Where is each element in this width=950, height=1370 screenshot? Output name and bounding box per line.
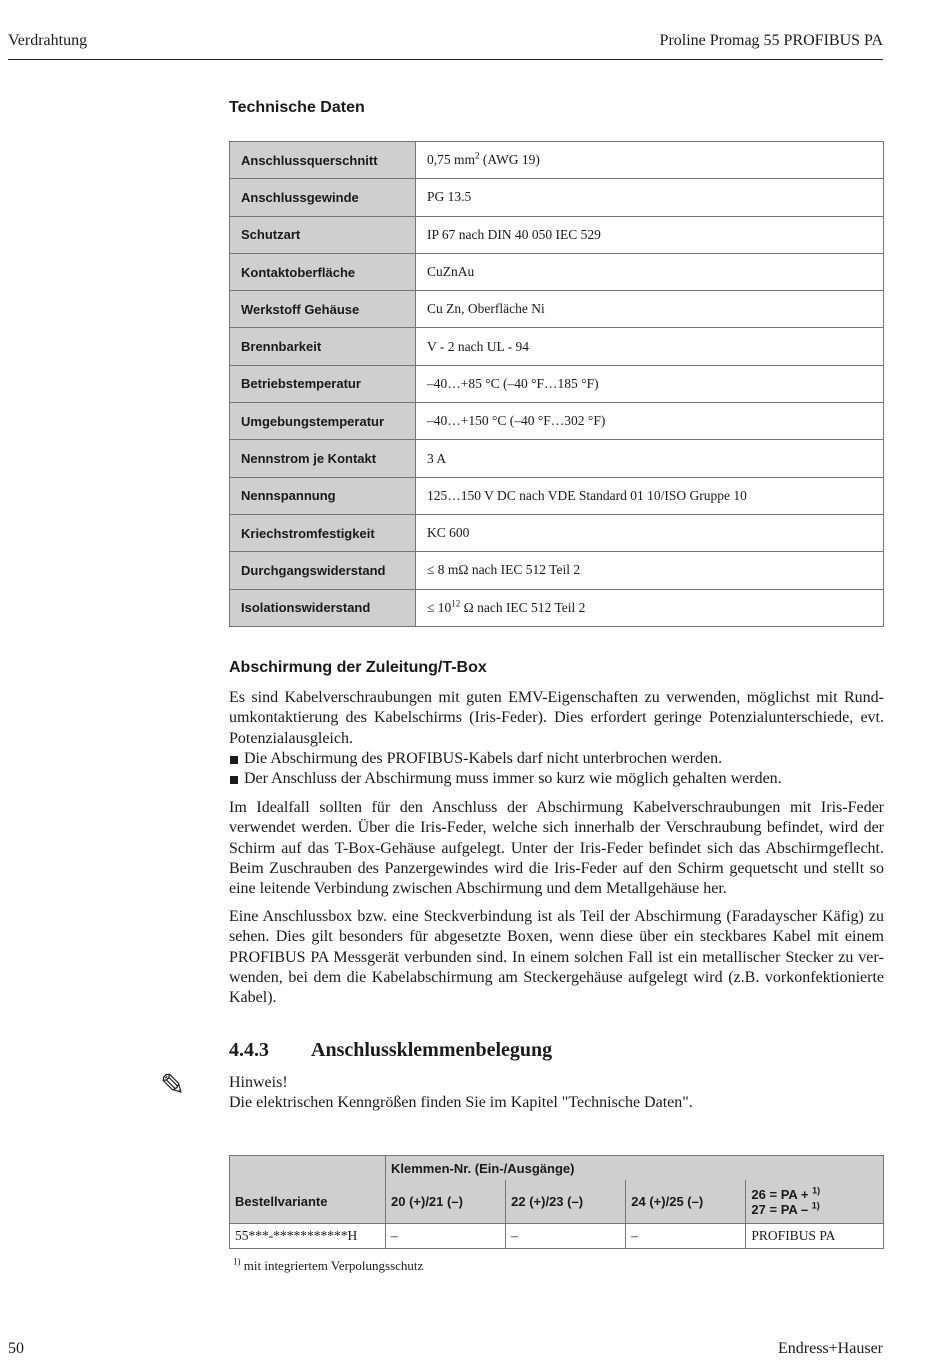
value-text: CuZnAu <box>427 264 475 280</box>
tech-data-heading: Technische Daten <box>229 99 365 116</box>
table-cell: PROFIBUS PA <box>746 1224 884 1249</box>
value-text: IP 67 nach DIN 40 050 IEC 529 <box>427 226 601 242</box>
note-text: Die elektrischen Kenngrößen finden Sie im Kapitel "Technische Daten". <box>229 1094 693 1111</box>
bullet-square-icon <box>230 776 238 784</box>
table-cell-label: Anschlussgewinde <box>230 179 416 216</box>
table-cell-value <box>416 477 884 514</box>
value-text: 0,75 mm <box>427 152 476 168</box>
running-header-section: Verdrahtung <box>8 32 88 49</box>
value-text: ≤ 8 mΩ nach IEC 512 Teil 2 <box>427 562 581 578</box>
table-cell-label: Werkstoff Gehäuse <box>230 291 416 328</box>
value-superscript: 2 <box>475 150 480 161</box>
pencil-icon: ✎ <box>160 1068 186 1103</box>
value-text: ≤ 10 <box>427 599 452 615</box>
table-row <box>230 552 884 589</box>
terminal-assignment-table <box>229 1155 884 1249</box>
value-text-suffix: Ω nach IEC 512 Teil 2 <box>460 599 586 615</box>
table-cell-value <box>416 589 884 626</box>
table-cell-value <box>416 440 884 477</box>
pa-minus-text: 27 = PA – <box>751 1201 809 1217</box>
table-cell-value <box>416 216 884 253</box>
table-column-header: 20 (+)/21 (–) <box>386 1180 506 1224</box>
section-number: 4.4.3 <box>229 1039 269 1061</box>
table-cell-value <box>416 179 884 216</box>
table-row <box>230 365 884 402</box>
table-column-header: 24 (+)/25 (–) <box>626 1180 746 1224</box>
tech-data-table <box>229 141 884 627</box>
table-cell: – <box>386 1224 506 1249</box>
table-cell-value <box>416 291 884 328</box>
table-row <box>230 253 884 290</box>
footer-brand: Endress+Hauser <box>778 1340 883 1357</box>
value-text: KC 600 <box>427 525 470 541</box>
footnote-mark: 1) <box>233 1256 241 1267</box>
table-footnote <box>233 1258 423 1274</box>
table-row <box>230 179 884 216</box>
shielding-paragraph-3: Eine Anschlussbox bzw. eine Steckverbindung ist als Teil der Abschirmung (Faradayscher Käfig) zu sehen. Dies gilt besonders für abgesetzte Boxen, wenn diese über ein steckbares Kabel mit einem PROFIBUS PA Messgerät verbunden sind. In einem solchen Fall ist ein metallischer Stecker zu verwenden, bei dem die Kabelabschirmung am Steckergehäuse aufgelegt wird (z.B. vorkonfektionierte Kabel). <box>229 908 884 1007</box>
value-text: 3 A <box>427 450 447 466</box>
shielding-intro-paragraph: Es sind Kabelverschraubungen mit guten EMV-Eigenschaften zu verwenden, möglichst mit Rundumkontaktierung des Kabelschirms (Iris-Feder). Dies erfordert geringe Potenzialunterschiede, evt. Potenzialausgleich. <box>229 689 884 747</box>
list-item <box>229 749 884 769</box>
shielding-paragraph-2: Im Idealfall sollten für den Anschluss der Abschirmung Kabelverschraubungen mit Iris-Feder verwendet werden. Über die Iris-Feder, welche sich innerhalb der Verschraubung befindet, wird der Schirm auf das T-Box-Gehäuse aufgelegt. Unter der Iris-Feder befindet sich das Abschirmgeflecht. Beim Zuschrauben des Panzergewindes wird die Iris-Feder auf den Schirm gequetscht und stellt so eine leitende Verbindung zwischen Abschirmung und dem Metallgehäuse her. <box>229 799 884 898</box>
table-group-header: Klemmen-Nr. (Ein-/Ausgänge) <box>386 1156 884 1181</box>
table-cell-label: Durchgangswiderstand <box>230 552 416 589</box>
list-item-text: Die Abschirmung des PROFIBUS-Kabels darf nicht unterbrochen werden. <box>244 750 723 767</box>
table-cell-value <box>416 365 884 402</box>
table-row <box>230 142 884 179</box>
table-cell-label: Kriechstromfestigkeit <box>230 514 416 551</box>
value-superscript: 12 <box>451 598 461 609</box>
running-header-title: Proline Promag 55 PROFIBUS PA <box>659 32 883 49</box>
table-row <box>230 216 884 253</box>
value-text: –40…+85 °C (–40 °F…185 °F) <box>427 375 599 391</box>
table-cell-label: Betriebstemperatur <box>230 365 416 402</box>
value-text: –40…+150 °C (–40 °F…302 °F) <box>427 413 606 429</box>
table-cell-value <box>416 514 884 551</box>
table-row <box>230 514 884 551</box>
value-text: V - 2 nach UL - 94 <box>427 338 529 354</box>
table-column-header: 22 (+)/23 (–) <box>506 1180 626 1224</box>
list-item <box>229 769 884 789</box>
table-row <box>230 477 884 514</box>
table-cell-label: Isolationswiderstand <box>230 589 416 626</box>
footnote-mark: 1) <box>812 1185 821 1196</box>
table-cell-value <box>416 253 884 290</box>
table-cell-label: Kontaktoberfläche <box>230 253 416 290</box>
table-cell-variant: 55***-***********H <box>230 1224 386 1249</box>
shielding-heading: Abschirmung der Zuleitung/T-Box <box>229 659 487 676</box>
note-label: Hinweis! <box>229 1074 288 1091</box>
header-rule <box>8 59 883 60</box>
value-text: PG 13.5 <box>427 189 472 205</box>
section-title: Anschlussklemmenbelegung <box>311 1039 553 1061</box>
list-item-text: Der Anschluss der Abschirmung muss immer so kurz wie möglich gehalten werden. <box>244 770 782 788</box>
table-header-cell <box>230 1156 386 1181</box>
table-column-header <box>746 1180 884 1224</box>
table-cell-label: Nennstrom je Kontakt <box>230 440 416 477</box>
value-text-suffix: (AWG 19) <box>479 152 540 168</box>
table-cell: – <box>506 1224 626 1249</box>
table-cell-label: Brennbarkeit <box>230 328 416 365</box>
table-row <box>230 1224 884 1249</box>
table-cell-label: Schutzart <box>230 216 416 253</box>
bullet-square-icon <box>230 756 238 764</box>
shielding-bullet-list <box>229 749 884 790</box>
table-cell-label: Anschlussquerschnitt <box>230 142 416 179</box>
table-row <box>230 440 884 477</box>
footnote-mark: 1) <box>811 1200 820 1211</box>
table-row <box>230 291 884 328</box>
value-text: 125…150 V DC nach VDE Standard 01 10/ISO Gruppe 10 <box>427 487 747 503</box>
table-row <box>230 328 884 365</box>
table-cell-value <box>416 142 884 179</box>
page-number: 50 <box>8 1340 24 1357</box>
table-row <box>230 403 884 440</box>
table-cell-label: Umgebungstemperatur <box>230 403 416 440</box>
table-row <box>230 589 884 626</box>
table-cell-value <box>416 552 884 589</box>
value-text: Cu Zn, Oberfläche Ni <box>427 301 545 317</box>
table-cell-value <box>416 328 884 365</box>
table-cell: – <box>626 1224 746 1249</box>
pa-plus-text: 26 = PA + <box>751 1186 809 1202</box>
table-cell-label: Nennspannung <box>230 477 416 514</box>
pa-minus-line <box>751 1202 878 1217</box>
footnote-text: mit integriertem Verpolungsschutz <box>240 1258 424 1273</box>
table-cell-value <box>416 403 884 440</box>
table-row-header: Bestellvariante <box>230 1180 386 1224</box>
